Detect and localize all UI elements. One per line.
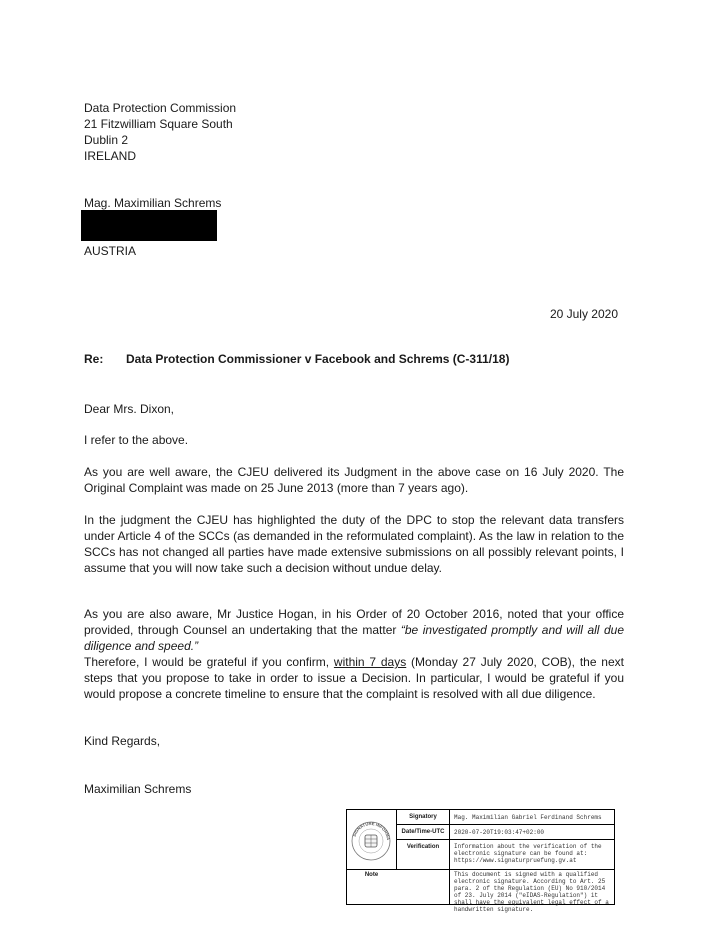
datetime-label: Date/Time-UTC xyxy=(401,829,445,835)
recipient-line-3: Dublin 2 xyxy=(84,133,129,147)
note-label: Note xyxy=(364,872,379,878)
signature-block xyxy=(346,809,615,913)
signature-name: Maximilian Schrems xyxy=(84,782,192,796)
sig-divider-h2 xyxy=(396,839,614,840)
paragraph-5-start: Therefore, I would be grateful if you confirm, xyxy=(84,655,334,669)
signatory-label: Signatory xyxy=(409,814,437,820)
verification-label: Verification xyxy=(406,844,440,850)
redacted-address xyxy=(81,210,217,241)
sender-country: AUSTRIA xyxy=(84,244,137,258)
paragraph-2: As you are well aware, the CJEU delivered its Judgment in the above case on 16 July 2020. The Original Complaint was made on 25 June 2013 (more than 7 years ago). xyxy=(84,465,624,495)
paragraph-5-end: (Monday 27 July 2020, COB), the next steps that you propose to take in order to issue a Decision. In particular, I would be grateful if you would propose a concrete timeline to ensure that the complaint is resolved with all due diligence. xyxy=(84,655,624,701)
signature-seal-icon xyxy=(349,816,393,862)
paragraph-1: I refer to the above. xyxy=(84,433,189,447)
signatory-value: Mag. Maximilian Gabriel Ferdinand Schrems xyxy=(454,814,602,821)
note-value: This document is signed with a qualified electronic signature. According to Art. 25 para. 2 of the Regulation (EU) No 910/2014 of 23. July 2014 ("eIDAS-Regulation") it shall have the equivalent legal effect of a handwritten signature. xyxy=(454,871,609,913)
recipient-line-4: IRELAND xyxy=(84,149,137,163)
paragraph-5 xyxy=(84,654,624,702)
recipient-line-2: 21 Fitzwilliam Square South xyxy=(84,117,233,131)
paragraph-3: In the judgment the CJEU has highlighted the duty of the DPC to stop the relevant data transfers under Article 4 of the SCCs (as demanded in the reformulated complaint). As the law in relation to the SCCs has not changed all parties have made extensive submissions on all possibly relevant points, I assume that you will now take such a decision without undue delay. xyxy=(84,513,624,575)
sig-divider-h1 xyxy=(396,824,614,825)
svg-text:SIGNATURE INFORMATION: SIGNATURE INFORMA xyxy=(351,820,391,841)
recipient-line-1: Data Protection Commission xyxy=(84,101,237,115)
paragraph-4-text: As you are also aware, Mr Justice Hogan, in his Order of 20 October 2016, noted that your office provided, through Counsel an undertaking that the matter xyxy=(84,607,624,637)
paragraph-4-quote: “be investigated promptly and will all due diligence and speed.” xyxy=(84,623,624,653)
closing: Kind Regards, xyxy=(84,734,161,748)
deadline-underlined: within 7 days xyxy=(333,655,407,669)
sender-name: Mag. Maximilian Schrems xyxy=(84,196,222,210)
datetime-value: 2020-07-20T19:03:47+02:00 xyxy=(454,829,545,836)
sig-divider-h3 xyxy=(347,869,614,870)
salutation: Dear Mrs. Dixon, xyxy=(84,402,175,416)
letter-date: 20 July 2020 xyxy=(549,307,618,321)
re-label: Re: xyxy=(84,352,104,366)
paragraph-4 xyxy=(84,606,624,654)
re-subject: Data Protection Commissioner v Facebook and Schrems (C-311/18) xyxy=(126,352,510,366)
verification-value: Information about the verification of the electronic signature can be found at: https://www.signaturpruefung.gv.at xyxy=(454,843,602,864)
